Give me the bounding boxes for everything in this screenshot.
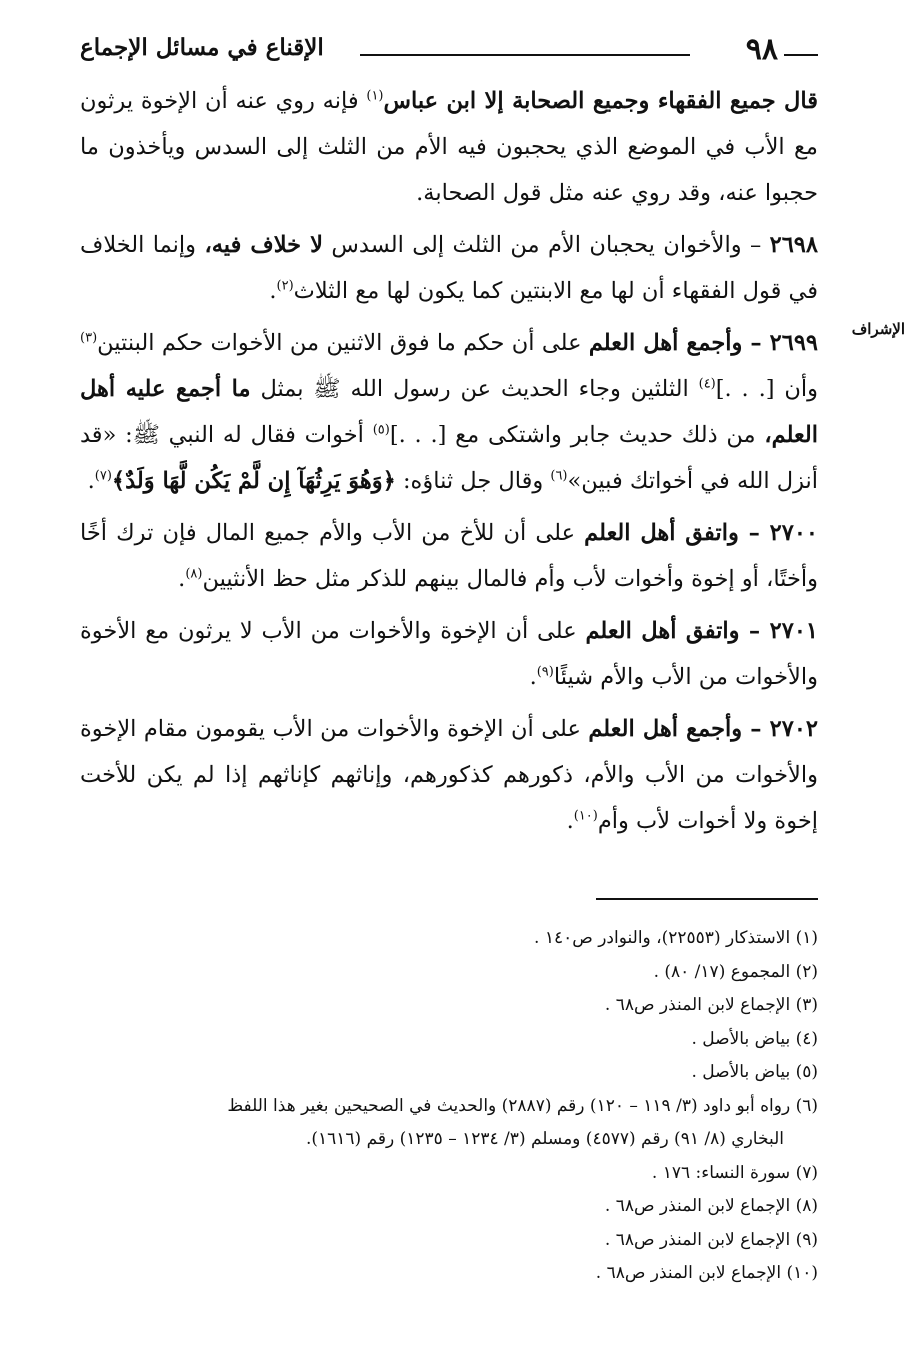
- main-text: [80, 78, 818, 844]
- page-header: [80, 32, 818, 72]
- paragraph-bold-text: – وأجمع أهل العلم: [588, 716, 770, 742]
- footnote: (٥) بياض بالأصل .: [691, 1062, 818, 1082]
- paragraph-text: الثلثين وجاء الحديث عن رسول الله ﷺ بمثل: [250, 376, 699, 402]
- paragraph-text: .: [269, 278, 277, 304]
- footnote: (٩) الإجماع لابن المنذر ص٦٨ .: [604, 1229, 818, 1250]
- paragraph-2701: [80, 608, 818, 700]
- paragraph-text: .: [566, 808, 574, 834]
- paragraph-text: وإنما الخلاف في قول الفقهاء أن لها مع الابنتين كما يكون لها مع الثلاث: [80, 232, 818, 304]
- paragraph-text: – والأخوان يحجبان الأم من الثلث إلى السدس: [323, 232, 770, 258]
- paragraph-bold-text: – واتفق أهل العلم: [584, 520, 770, 546]
- paragraph-2700: [80, 510, 818, 602]
- paragraph-2698: [80, 222, 818, 314]
- footnote-ref: (٥): [372, 422, 390, 438]
- footnote: (١٠) الإجماع لابن المنذر ص٦٨ .: [595, 1263, 818, 1283]
- running-title: الإقناع في مسائل الإجماع: [80, 34, 324, 61]
- footnote-ref: (١): [366, 88, 384, 104]
- footnote: (٨) الإجماع لابن المنذر ص٦٨ .: [604, 1196, 818, 1216]
- paragraph-bold-text: ما أجمع عليه أهل العلم،: [80, 376, 818, 448]
- paragraph-text: على أن للأخ من الأب والأم جميع المال فإن ترك أخًا وأختًا، أو إخوة وأخوات لأب وأم فالمال بينهم للذكر مثل حظ الأنثيين: [80, 520, 818, 592]
- paragraph-number: ٢٦٩٨: [769, 232, 818, 258]
- paragraph-bold-text: – وأجمع أهل العلم: [588, 330, 770, 356]
- paragraph-text: .: [529, 664, 537, 690]
- footnote-ref: (٣): [80, 330, 98, 346]
- footnote-ref: (٦): [550, 468, 568, 484]
- paragraph-text: على أن حكم ما فوق الاثنين من الأخوات حكم البنتين: [97, 330, 589, 356]
- paragraph-text: .: [87, 468, 95, 494]
- footnote-separator: [596, 898, 818, 900]
- quran-verse: ﴿وَهُوَ يَرِثُهَآ إِن لَّمْ يَكُن لَّهَا وَلَدٌ﴾: [111, 468, 396, 494]
- footnote-ref: (٤): [698, 376, 716, 392]
- footnote-ref: (١٠): [573, 808, 598, 824]
- margin-note: الإشراف: [851, 320, 905, 338]
- paragraph-number: ٢٧٠٢: [769, 716, 819, 742]
- paragraph-bold-text: لا خلاف فيه،: [204, 232, 323, 258]
- paragraph-text: وقال جل ثناؤه:: [395, 468, 551, 494]
- paragraph-text: أخوات فقال له النبي ﷺ: «قد أنزل الله في أخواتك فبين»: [80, 422, 818, 494]
- paragraph-bold-text: – واتفق أهل العلم: [585, 618, 770, 644]
- footnote: (١) الاستذكار (٢٢٥٥٣)، والنوادر ص١٤٠ .: [534, 928, 818, 948]
- paragraph-2699: [80, 320, 818, 504]
- footnote: (٣) الإجماع لابن المنذر ص٦٨ .: [604, 995, 818, 1015]
- paragraph-number: ٢٧٠١: [769, 618, 818, 644]
- paragraph-text: .: [178, 566, 186, 592]
- footnote-ref: (٧): [94, 468, 112, 484]
- footnote-ref: (٢): [276, 278, 294, 294]
- paragraph-text: وأن [. . .]: [715, 376, 819, 402]
- paragraph-2702: [80, 706, 818, 844]
- paragraph-text: من ذلك حديث جابر واشتكى مع [. . .]: [389, 422, 765, 448]
- paragraph: [80, 78, 818, 216]
- footnote-ref: (٩): [536, 664, 554, 680]
- footnote-continuation: البخاري (٨/ ٩١) رقم (٤٥٧٧) ومسلم (٣/ ١٢٣٤ – ١٢٣٥) رقم (١٦١٦).: [305, 1129, 784, 1149]
- footnote: (٢) المجموع (١٧/ ٨٠) .: [653, 961, 818, 982]
- footnote: (٧) سورة النساء: ١٧٦ .: [651, 1162, 818, 1183]
- paragraph-text: فإنه روي عنه أن الإخوة يرثون مع الأب في الموضع الذي يحجبون فيه الأم من الثلث إلى السدس ويأخذون ما حجبوا عنه، وقد روي عنه مثل قول الصحابة.: [80, 88, 818, 206]
- header-rule: [360, 54, 690, 56]
- footnote: (٦) رواه أبو داود (٣/ ١١٩ – ١٢٠) رقم (٢٨٨٧) والحديث في الصحيحين بغير هذا اللفظ: [227, 1095, 818, 1116]
- paragraph-number: ٢٧٠٠: [769, 520, 818, 546]
- header-rule: [784, 54, 818, 56]
- footnotes: [80, 922, 818, 1291]
- paragraph-number: ٢٦٩٩: [769, 330, 818, 356]
- footnote-ref: (٨): [185, 566, 203, 582]
- page-number: ٩٨: [745, 32, 778, 67]
- footnote: (٤) بياض بالأصل .: [691, 1028, 818, 1049]
- paragraph-text: على أن الإخوة والأخوات من الأب لا يرثون مع الأخوة والأخوات من الأب والأم شيئًا: [80, 618, 818, 690]
- paragraph-bold-text: قال جميع الفقهاء وجميع الصحابة إلا ابن عباس: [383, 88, 819, 114]
- paragraph-text: على أن الإخوة والأخوات من الأب يقومون مقام الإخوة والأخوات من الأب والأم، ذكورهم كذكورهم، وإناثهم كإناثهم إذا لم يكن للأخت إخوة ولا أخوات لأب وأم: [80, 716, 818, 834]
